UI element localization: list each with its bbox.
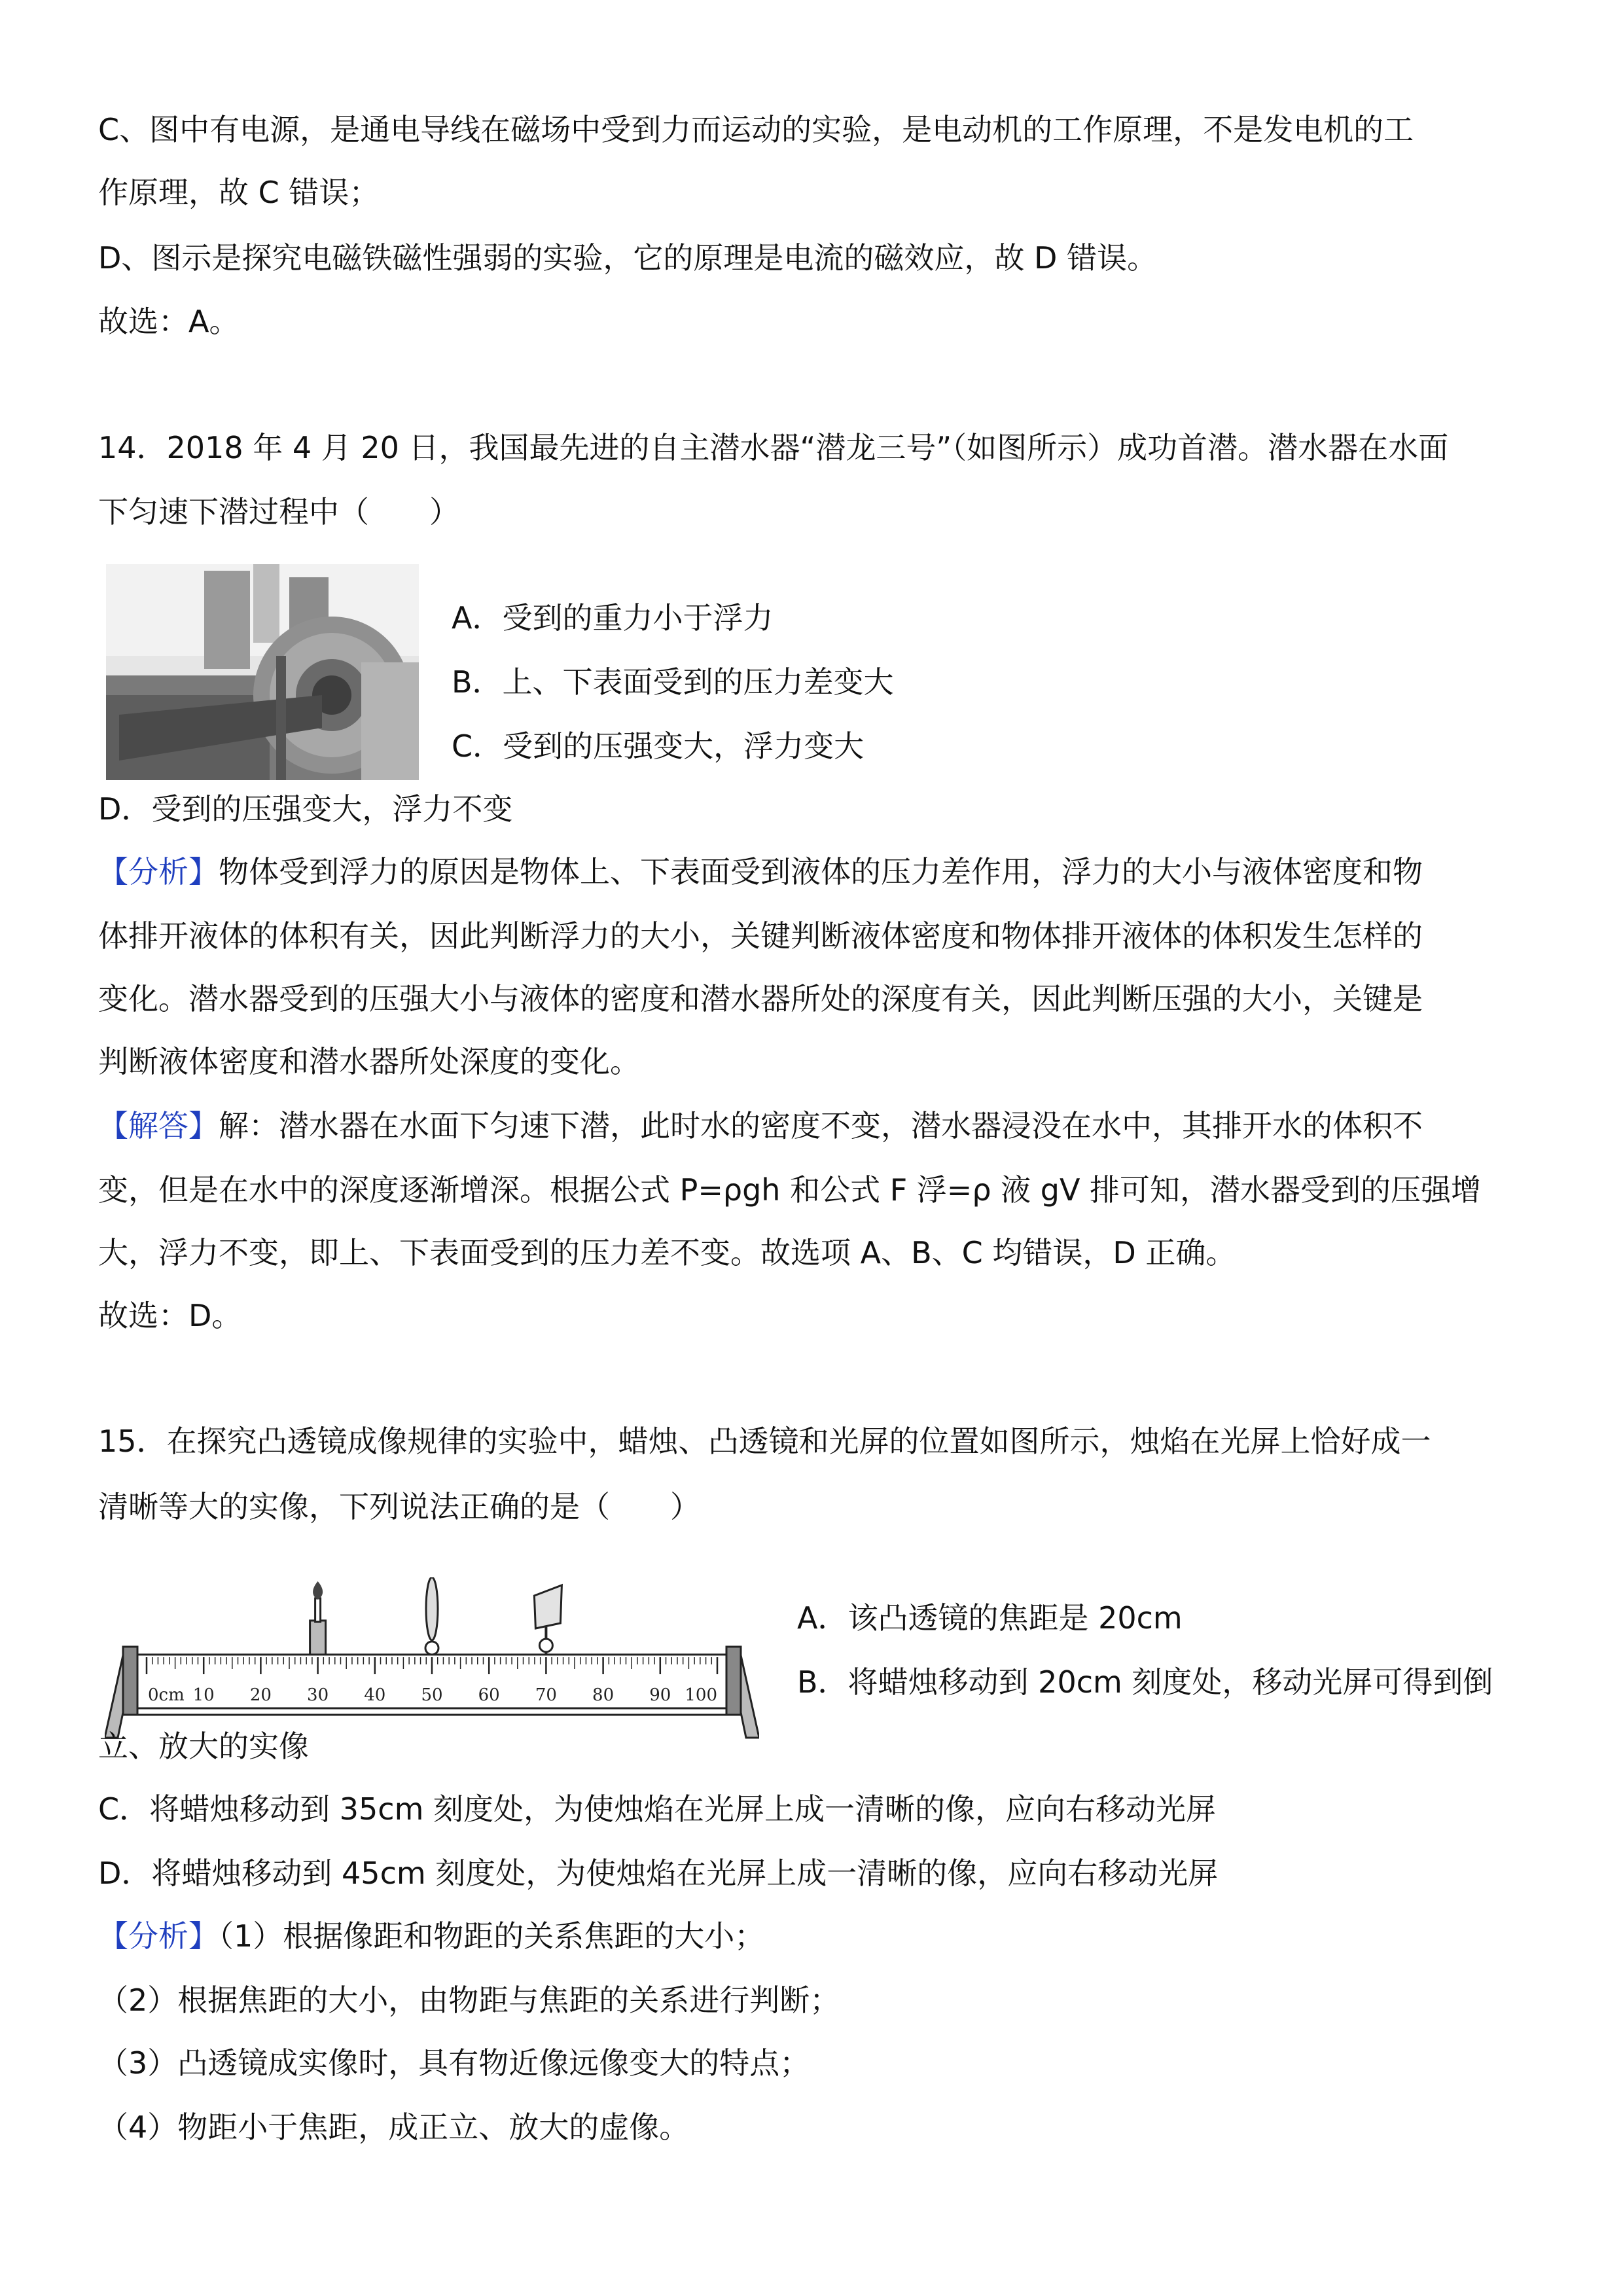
analysis-tag: 【分析】 <box>98 1918 219 1954</box>
q15-analysis-line2: （2）根据焦距的大小，由物距与焦距的关系进行判断； <box>98 1982 840 2018</box>
ruler-tick-label: 0cm <box>148 1685 185 1705</box>
q15-analysis-line1 <box>98 1915 764 1957</box>
q14-solution-text1: 解：潜水器在水面下匀速下潜，此时水的密度不变，潜水器浸没在水中，其排开水的体积不 <box>219 1108 1423 1143</box>
left-stand <box>123 1647 137 1715</box>
q14-analysis-text1: 物体受到浮力的原因是物体上、下表面受到液体的压力差作用，浮力的大小与液体密度和物 <box>219 854 1423 889</box>
q14-analysis-line1 <box>98 851 1423 893</box>
prev-answer: 故选：A。 <box>98 304 240 339</box>
q15-option-b-line1: B．将蜡烛移动到 20cm 刻度处，移动光屏可得到倒 <box>797 1664 1493 1700</box>
prev-option-c-line1: C、图中有电源，是通电导线在磁场中受到力而运动的实验，是电动机的工作原理，不是发电机的工 <box>98 112 1414 147</box>
ruler-tick-label: 90 <box>649 1685 671 1705</box>
q15-option-c: C．将蜡烛移动到 35cm 刻度处，为使烛焰在光屏上成一清晰的像，应向右移动光屏 <box>98 1791 1216 1827</box>
optical-bench-figure <box>105 1577 759 1741</box>
q14-option-d: D．受到的压强变大，浮力不变 <box>98 791 513 827</box>
ruler-tick-label: 70 <box>535 1685 557 1705</box>
ruler-tick-label: 60 <box>478 1685 500 1705</box>
q14-answer: 故选：D。 <box>98 1298 242 1333</box>
q14-option-b: B．上、下表面受到的压力差变大 <box>452 664 894 700</box>
q15-option-a: A．该凸透镜的焦距是 20cm <box>797 1600 1183 1636</box>
ruler-tick-label: 100 <box>685 1685 717 1705</box>
analysis-tag: 【分析】 <box>98 854 219 889</box>
q15-analysis-line3: （3）凸透镜成实像时，具有物近像远像变大的特点； <box>98 2045 810 2081</box>
q14-solution-line2: 变，但是在水中的深度逐渐增深。根据公式 P=ρgh 和公式 F 浮=ρ 液 gV 排可知，潜水器受到的压强增 <box>98 1172 1482 1208</box>
q14-analysis-line4: 判断液体密度和潜水器所处深度的变化。 <box>98 1044 640 1079</box>
ruler-tick-label: 50 <box>421 1685 443 1705</box>
q14-option-c: C．受到的压强变大，浮力变大 <box>452 728 865 764</box>
ruler-tick-label: 80 <box>592 1685 615 1705</box>
q14-analysis-line3: 变化。潜水器受到的压强大小与液体的密度和潜水器所处的深度有关，因此判断压强的大小，关键是 <box>98 981 1423 1016</box>
light-screen <box>534 1585 562 1655</box>
q14-stem-line2: 下匀速下潜过程中（ ） <box>98 494 459 529</box>
prev-option-d: D、图示是探究电磁铁磁性强弱的实验，它的原理是电流的磁效应，故 D 错误。 <box>98 240 1158 276</box>
ruler-tick-label: 40 <box>364 1685 386 1705</box>
ruler-tick-label: 30 <box>307 1685 329 1705</box>
prev-option-c-line2: 作原理，故 C 错误； <box>98 175 380 210</box>
q14-solution-line3: 大，浮力不变，即上、下表面受到的压力差不变。故选项 A、B、C 均错误，D 正确。 <box>98 1235 1236 1270</box>
solution-tag: 【解答】 <box>98 1108 219 1143</box>
q14-option-a: A．受到的重力小于浮力 <box>452 600 774 636</box>
q14-analysis-line2: 体排开液体的体积有关，因此判断浮力的大小，关键判断液体密度和物体排开液体的体积发生怎样的 <box>98 918 1423 954</box>
convex-lens <box>425 1577 438 1655</box>
q15-stem-line1: 15．在探究凸透镜成像规律的实验中，蜡烛、凸透镜和光屏的位置如图所示，烛焰在光屏上恰好成一 <box>98 1424 1431 1459</box>
q14-stem-line1: 14．2018 年 4 月 20 日，我国最先进的自主潜水器“潜龙三号”（如图所示）成功首潜。潜水器在水面 <box>98 430 1449 465</box>
candle <box>310 1581 326 1655</box>
right-stand <box>726 1647 741 1715</box>
q14-solution-line1 <box>98 1105 1423 1147</box>
submersible-photo <box>106 564 419 780</box>
q15-analysis-text1: （1）根据像距和物距的关系焦距的大小； <box>219 1918 765 1954</box>
ruler-tick-label: 20 <box>249 1685 272 1705</box>
q15-option-b-line2: 立、放大的实像 <box>98 1729 309 1764</box>
ruler-tick-label: 10 <box>192 1685 215 1705</box>
q15-option-d: D．将蜡烛移动到 45cm 刻度处，为使烛焰在光屏上成一清晰的像，应向右移动光屏 <box>98 1856 1219 1891</box>
q15-analysis-line4: （4）物距小于焦距，成正立、放大的虚像。 <box>98 2109 690 2145</box>
q15-stem-line2: 清晰等大的实像，下列说法正确的是（ ） <box>98 1489 700 1524</box>
